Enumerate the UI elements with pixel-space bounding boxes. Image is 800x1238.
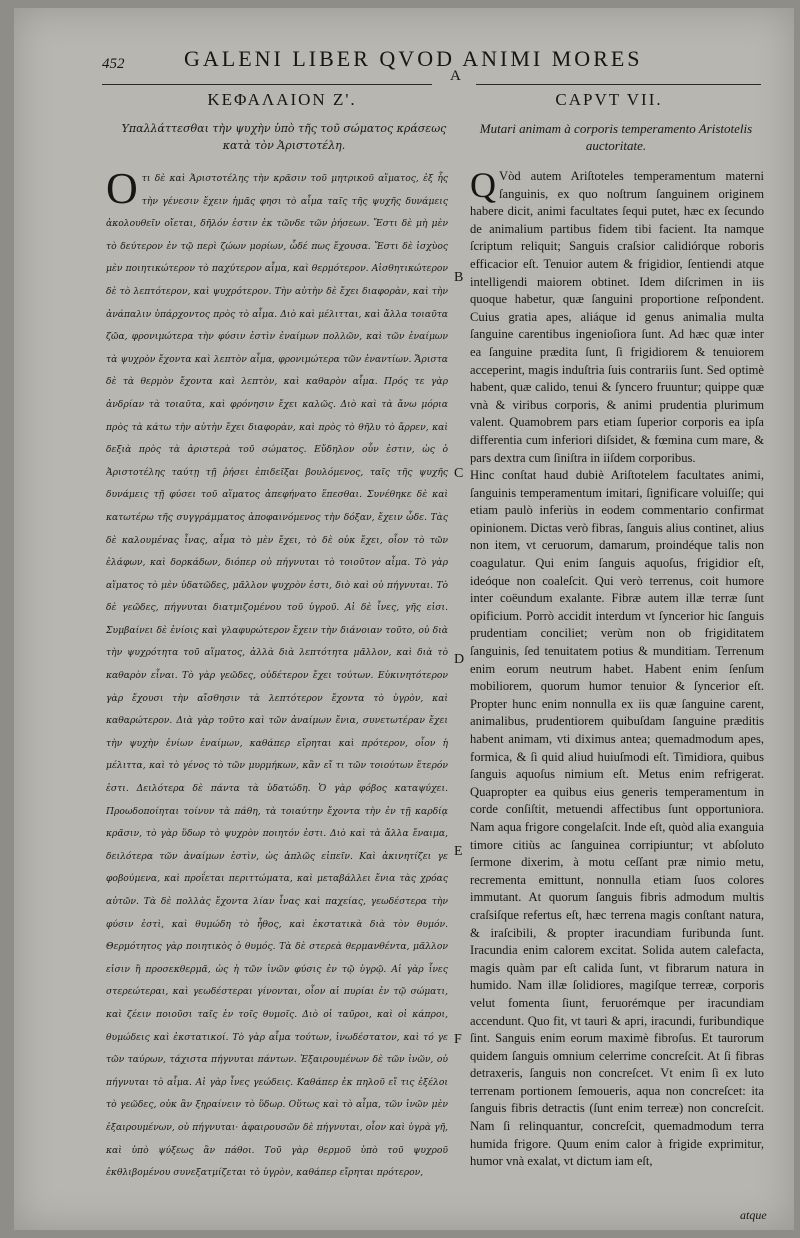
latin-body-text-2: Hinc conſtat haud dubiè Ariſtotelem facultates animi, ſanguinis temperamentum imitari, ſignificare voluiſſe; qui etiam paulò inferiùs in eodem commentario confirmat opinionem. Dictas verò fibras, ſanguis alius continet, alius non item, vt ceruorum, damarum, proindéque talis non coagulatur. Qui enim ſanguis aquoſus, frigidior eſt, ideóque non coaleſcit. Qui verò terrenus, coit humore inter coëundum exalante. Fibræ autem illæ terræ ſunt opificium. Porrò accidit interdum vt ſyncerior hic ſanguis prudentiam conciliet; verùm non ob frigiditatem ſanguinis, ſed tenuitatem potius & munditiam. Terrenum enim eorum neutrum habet. Habent enim ſenſum mobiliorem, quorum humor tenuior & ſyncerior eſt. Propter hunc enim nonnulla ex iis quæ ſanguine carent, animalibus, prudentiorem quibuſdam ſanguine præditis habent animam, vti diximus antea; quemadmodum apes, formica, & ſi quid aliud huiuſmodi eſt. Timidiora, quibus ſanguis aquoſus nimium eſt. Metus enim refrigerat. Quapropter ea quibus eius generis temperamentum in corde conſiſtit, metuendi affectibus ſunt opportuniora. Nam aqua frigore congelaſcit. Inde eſt, quòd alia exanguia timore citiùs ac ſanguinea corripiuntur; vt abſoluto ſermone dixerim, à motu ceſſant præ nimio metu, recrementa emittunt, nonnulla etiam ſuos colores immutant. At quorum ſanguis fibris admodum multis craſsiſque refertus eſt, hæc terrena magis conſtant natura, & iraſcibili, & propter iracundiam furibunda ſunt. Iracundia enim calorem excitat. Solida autem calefacta, magis quàm par eſt calida ſunt, vt fibrarum natura in humido. Nam illæ ſolidiores, magiſque terreæ, corporis velut fomenta ſiunt, feruorémque per iracundiam accendunt. Quo fit, vt tauri & apri, iracundi, furibundique ſint. Sanguis enim eorum maximè fibroſus. Et taurorum quidem ſanguis omnium celerrime concreſcit. At ſi fibras detraxeris, ſanguis non concreſcet. Vt enim ſi ex luto terrenam portionem ſemoueris, aqua non concreſcet: ita ſanguis fibris detractis (ſunt enim terreæ) non concreſcit. Nam ſi relinquantur, concreſcit, quemadmodum terra humida frigore. Quum enim calor à frigide exprimitur, humor vnà exalat, vt dictum iam eſt,: [470, 468, 764, 1169]
latin-chapter-subtitle: Mutari animam à corporis temperamento Aristotelis auctoritate.: [479, 121, 753, 153]
margin-letter-f: F: [454, 1032, 462, 1047]
header-rule-right: [476, 84, 761, 85]
catchword: atque: [740, 1208, 767, 1222]
margin-letter-b: B: [454, 270, 464, 285]
greek-chapter-subtitle: Υπαλλάττεσθαι τὴν ψυχὴν ὑπὸ τῆς τοῦ σώματος κράσεως κατὰ τὸν Ἀριστοτέλη.: [121, 122, 447, 152]
margin-letter-d: D: [454, 652, 465, 667]
greek-text-column: [106, 168, 448, 1208]
greek-body-text: τι δὲ καὶ Ἀριστοτέλης τὴν κρᾶσιν τοῦ μητρικοῦ αἵματος, ἐξ ἧς τὴν γένεσιν ἔχειν ἡμᾶς φησι τὸ αἷμα ταῖς τῆς ψυχῆς δυνάμεις ἀκολουθεῖν οἴεται, δῆλόν ἐστιν ἐκ τῶνδε τῶν ῥήσεων. Ἔστι δὲ μὴ μὲν τὸ δεύτερον ἐν τῷ περὶ ζώων μορίων, ὧδέ πως ἔχουσα. Ἔστι δὲ ἰσχὺος μὲν ποιητικώτερον τὸ παχύτερον αἷμα, καὶ θερμότερον. Αἰσθητικώτερον δὲ τὸ λεπτότερον, καὶ ψυχρότερον. Τὴν αὐτὴν δὲ ἔχει διαφορὰν, καὶ τὴν ἀνάπαλιν ὑπάρχοντος πρὸς τὸ αἷμα. Διὸ καὶ μέλιτται, καὶ ἄλλα τοιαῦτα ζῶα, φρονιμώτερα τὴν φύσιν ἐστὶν ἐναίμων πολλῶν, καὶ τῶν ἐναίμων τὰ ψυχρὸν ἔχοντα καὶ λεπτὸν αἷμα, φρονιμώτερα τῶν ἐναντίων. Ἄριστα δὲ τὰ θερμὸν ἔχοντα καὶ λεπτὸν, καὶ καθαρὸν αἷμα. Πρός τε γὰρ ἀνδρίαν τὰ τοιαῦτα, καὶ φρόνησιν ἔχει καλῶς. Διὸ καὶ τὰ ἄνω μόρια πρὸς τὰ κάτω τὴν αὐτὴν ἔχει διαφορὰν, καὶ πρὸς τὸ θῆλυ τὸ ἄρρεν, καὶ δεξιὰ πρὸς τὰ ἀριστερὰ τοῦ σώματος. Εὔδηλον οὖν ἐστιν, ὡς ὁ Ἀριστοτέλης ταύτῃ τῇ ῥήσει ἐπιδεῖξαι βουλόμενος, ταῖς τῆς ψυχῆς δυνάμεις τῇ φύσει τοῦ αἵματος ἀπεφήνατο ἕπεσθαι. Συνέθηκε δὲ καὶ κατωτέρω τῆς συγγράμματος ἀποφαινόμενος τὴν δόξαν, ἔχειν ὧδε. Τὰς δὲ καλουμένας ἶνας, αἷμα τὸ μὲν ἔχει, τὸ δὲ οὐκ ἔχει, οἷον τὸ τῶν ἐλάφων, καὶ δορκάδων, διόπερ οὐ πήγνυται τὸ τοιοῦτον αἷμα. Τὸ γὰρ αἵματος τὸ μὲν ὑδατῶδες, μᾶλλον ψυχρὸν ἐστι, διὸ καὶ οὐ πήγνυται. Τὸ δὲ γεῶδες, πήγνυται διατμιζομένου τοῦ ὑγροῦ. Αἱ δὲ ἶνες, γῆς εἰσι. Συμβαίνει δὲ ἐνίοις καὶ γλαφυρώτερον ἔχειν τὴν διάνοιαν τοῦτο, οὐ διὰ τὴν ψυχρότητα τοῦ αἵματος, ἀλλὰ διὰ λεπτότητα μᾶλλον, καὶ διὰ τὸ καθαρὸν εἶναι. Τὸ γὰρ γεῶδες, οὐδέτερον ἔχει τούτων. Εὐκινητότερον γὰρ ἔχουσι τὴν αἴσθησιν τὰ λεπτότερον ἔχοντα τὸ ὑγρὸν, καὶ καθαρώτερον. Διὰ γὰρ τοῦτο καὶ τῶν ἀναίμων ἔνια, συνετωτέραν ἔχει τὴν ψυχὴν ἐνίων ἐναίμων, καθάπερ εἴρηται καὶ πρότερον, οἷον ἡ μέλιττα, καὶ τὸ γένος τὸ τῶν μυρμήκων, κἂν εἴ τι τῶν τοιούτων ἕτερόν ἐστι. Δειλότερα δὲ πάντα τὰ ὑδατώδη. Ὁ γὰρ φόβος καταψύχει. Προωδοποίηται τοίνυν τὰ πάθη, τὰ τοιαύτην ἔχοντα τὴν ἐν τῇ καρδίᾳ κρᾶσιν, τὸ γὰρ ὕδωρ τὸ ψυχρὸν ποιητόν ἐστι. Διὸ καὶ τὰ ἄλλα ἔναιμα, δειλότερα τῶν ἀναίμων ἐστὶν, ὡς ἁπλῶς εἰπεῖν. Καὶ ἀκινητίζει γε φοβούμενα, καὶ προΐεται περιττώματα, καὶ μεταβάλλει ἔνια τὰς χρόας αὐτῶν. Τὰ δὲ πολλὰς ἔχοντα λίαν ἶνας καὶ παχείας, γεωδέστερα τὴν φύσιν ἐστὶ, καὶ θυμώδη τὸ ἦθος, καὶ ἐκστατικὰ διὰ τὸν θυμόν. Θερμότητος γὰρ ποιητικὸς ὁ θυμός. Τὰ δὲ στερεὰ θερμανθέντα, μᾶλλον εἰσιν ἢ προσεκθερμᾶ, ὡς ἡ τῶν ἰνῶν φύσις ἐν τῷ ὑγρῷ. Αἱ γὰρ ἶνες στερεώτεραι, καὶ γεωδέστεραι γίνονται, οἷον αἱ πυρίαι ἐν τῷ σώματι, καὶ ζέειν ποιοῦσι ταῖς ἐν τοῖς θυμοῖς. Διὸ οἱ ταῦροι, καὶ οἱ κάπροι, θυμώδεις καὶ ἐκστατικοί. Τὸ γὰρ αἷμα τούτων, ἰνωδέστατον, καὶ τό γε τῶν ταύρων, τάχιστα πήγνυται πάντων. Ἐξαιρουμένων δὲ τῶν ἰνῶν, οὐ πήγνυται τὸ αἷμα. Αἱ γὰρ ἶνες γεώδεις. Καθάπερ ἐκ πηλοῦ εἴ τις ἐξέλοι τὸ γεῶδες, οὐκ ἂν ξηραίνειν τὸ ὕδωρ. Οὕτως καὶ τὸ αἷμα, τῶν ἰνῶν μὲν ἐξαιρουμένων, οὐ πήγνυται· ἀφαιρουσῶν δὲ πήγνυται, οἷον καὶ ὑγρὰ γῆ, καὶ ὑπὸ ψύξεως ἂν πάθοι. Τοῦ γὰρ θερμοῦ ὑπὸ τοῦ ψυχροῦ ἐκθλιβομένου συνεξατμίζεται τὸ ὑγρὸν, καθάπερ εἴρηται πρότερον,: [106, 173, 448, 1179]
latin-drop-cap: Q: [470, 168, 496, 205]
latin-body-text-1: Vòd autem Ariſtoteles temperamentum materni ſanguinis, ex quo noſtrum ſanguinem originem habere dicit, animi facultates ſequi putet, hæc ex ſecundo de animalium partibus fidem tibi facient. Ita namque ſcriptum reliquit; Sanguis craſsior calidiórque roboris efficacior eſt. Tenuior autem & frigidior, ſentiendi atque intelligendi maiorem obtinet. Idem diſcrimen in iis quoque habetur, quæ ſanguini proportione reſpondent. Cuius gratia apes, aliáque id genus animalia multa ſanguine carentibus ingenioſiora ſunt. Ad hæc quæ inter ea ſanguine prædita ſunt, ſi frigidiorem & tenuiorem acceperint, magis induſtria ſuis contrariis ſunt. Sed optimè habent, quæ calido, tenui & ſyncero fruuntur; quippe quæ vnà & viribus corporis, & animi prudentia plurimum valent. Quamobrem pars etiam ſuperior corporis ea ipſa differentia cum inferiori diſsidet, & fœmina cum mare, & pars dextra cum ſiniſtra in iiſdem corporibus.: [470, 169, 764, 465]
header-rule-left: [102, 84, 432, 85]
greek-paragraph: [106, 168, 448, 1185]
greek-drop-cap: Ο: [106, 168, 138, 213]
page-number: 452: [102, 56, 125, 72]
greek-chapter-heading: ΚΕΦΑΛΑΙΟΝ Ζ'.: [207, 90, 357, 109]
running-head: GALENI LIBER QVOD ANIMI MORES: [184, 46, 643, 71]
margin-letter-e: E: [454, 844, 463, 859]
latin-paragraph-2: [470, 467, 764, 1171]
signature-mark: A: [450, 68, 461, 84]
latin-paragraph-1: [470, 168, 764, 467]
margin-letter-c: C: [454, 466, 464, 481]
latin-chapter-heading: CAPVT VII.: [555, 90, 663, 109]
latin-text-column: [470, 168, 764, 1208]
book-page: [14, 8, 794, 1230]
